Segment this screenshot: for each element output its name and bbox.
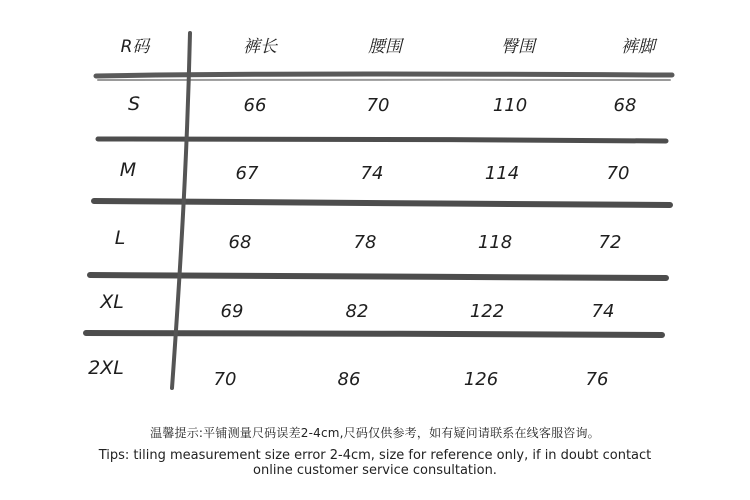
divider-2 [94,201,670,205]
table-row [120,159,630,184]
header-row [121,37,658,57]
size-label: M [119,159,137,181]
cell-hem: 76 [585,369,609,390]
col-header-length: 裤长 [243,37,277,57]
cell-hip: 114 [484,163,520,184]
table-row [128,93,636,116]
cell-length: 67 [235,163,259,184]
size-label: 2XL [88,357,124,379]
cell-waist: 70 [366,95,390,116]
corner-label: R码 [120,37,150,57]
size-label: L [114,227,126,249]
cell-waist: 82 [345,301,369,322]
cell-waist: 74 [360,163,384,184]
cell-length: 66 [243,95,267,116]
cell-waist: 86 [337,369,361,390]
divider-1 [98,139,666,141]
cell-waist: 78 [353,232,377,253]
table-row [115,227,622,253]
tips-english: Tips: tiling measurement size error 2-4cm, size for reference only, if in doubt contact online customer service consultation. [98,448,652,478]
cell-hem: 74 [591,301,615,322]
cell-hip: 122 [469,301,505,322]
size-label: XL [100,291,124,313]
divider-3 [90,275,666,278]
cell-hem: 70 [606,163,630,184]
col-header-waist: 腰围 [368,37,402,57]
cell-length: 68 [228,232,252,253]
cell-hip: 110 [492,95,528,116]
cell-length: 70 [213,369,237,390]
cell-hip: 118 [477,232,513,253]
divider-4 [86,333,662,335]
tips-chinese: 温馨提示:平铺测量尺码误差2-4cm,尺码仅供参考，如有疑问请联系在线客服咨询。 [150,426,600,440]
size-label: S [127,93,141,115]
cell-hem: 72 [598,232,622,253]
col-header-hem: 裤脚 [621,37,655,57]
cell-hem: 68 [613,95,637,116]
table-row [88,357,608,390]
col-header-hip: 臀围 [501,37,535,57]
divider-header [96,74,672,76]
cell-length: 69 [220,301,244,322]
cell-hip: 126 [463,369,499,390]
